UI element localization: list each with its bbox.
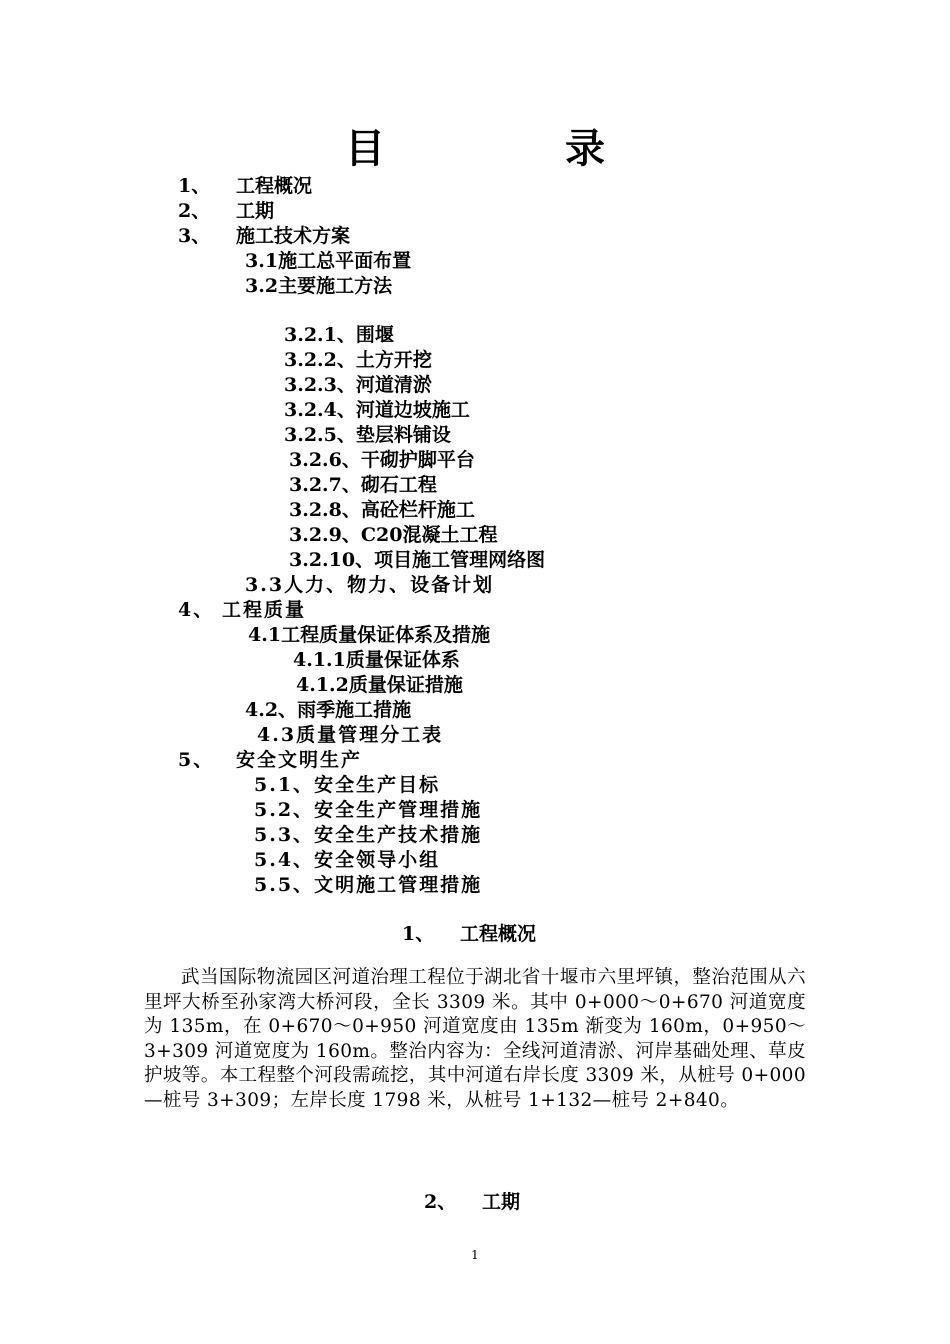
toc-entry-text: 安全生产目标 — [314, 774, 441, 796]
toc-entry[interactable] — [178, 199, 274, 224]
section-title: 工程概况 — [460, 923, 537, 945]
toc-entry-text: 河道清淤 — [355, 374, 432, 396]
toc-entry[interactable] — [254, 773, 440, 798]
toc-entry[interactable] — [254, 798, 482, 823]
toc-entry-number: 3.3 — [245, 574, 285, 596]
toc-entry-text: 工程概况 — [236, 175, 313, 197]
toc-entry[interactable] — [284, 348, 432, 373]
toc-entry[interactable] — [178, 174, 312, 199]
toc-entry-number: 3.2.8、 — [289, 499, 361, 521]
toc-entry[interactable] — [289, 523, 497, 548]
toc-entry-text: 雨季施工措施 — [297, 699, 412, 721]
toc-entry-number: 3.2.2、 — [284, 349, 356, 371]
toc-entry-number: 4.3 — [257, 724, 297, 746]
toc-entry-number: 3.2.4、 — [284, 399, 356, 421]
toc-entry-text: 项目施工管理网络图 — [374, 549, 546, 571]
toc-entry-text: 工程质量保证体系及措施 — [281, 624, 491, 646]
toc-title: 目 录 — [345, 125, 675, 172]
toc-entry[interactable] — [248, 623, 490, 648]
toc-entry[interactable] — [289, 498, 475, 523]
toc-entry-text: 土方开挖 — [355, 349, 432, 371]
toc-entry-text: 砌石工程 — [360, 474, 437, 496]
section-number: 1、 — [402, 923, 435, 945]
toc-entry-number: 5.1、 — [254, 774, 315, 796]
toc-entry-number: 3、 — [178, 225, 211, 247]
section-number: 2、 — [424, 1191, 457, 1213]
toc-entry-text: 质量保证措施 — [348, 674, 463, 696]
toc-entry-text: 河道边坡施工 — [355, 399, 470, 421]
toc-entry[interactable] — [254, 873, 482, 898]
toc-entry[interactable] — [296, 673, 463, 698]
toc-entry-text: 工期 — [236, 200, 275, 222]
toc-entry[interactable] — [254, 823, 482, 848]
toc-entry-number: 4.2、 — [245, 699, 298, 721]
toc-entry[interactable] — [289, 473, 437, 498]
toc-entry-text: 施工总平面布置 — [278, 250, 412, 272]
toc-entry-number: 4.1.1 — [293, 649, 346, 671]
toc-entry-text: 安全生产管理措施 — [314, 799, 483, 821]
toc-entry[interactable] — [178, 224, 350, 249]
toc-entry-number: 5.2、 — [254, 799, 315, 821]
toc-entry[interactable] — [284, 323, 394, 348]
toc-entry-number: 5.5、 — [254, 874, 315, 896]
page-number: 1 — [471, 1248, 479, 1262]
toc-entry-text: 工程质量 — [222, 599, 307, 621]
toc-entry[interactable] — [284, 373, 432, 398]
toc-entry-text: 安全文明生产 — [236, 749, 363, 771]
toc-entry[interactable] — [254, 848, 440, 873]
toc-entry-text: 人力、物力、设备计划 — [284, 574, 495, 596]
toc-entry-number: 3.2.6、 — [289, 449, 361, 471]
toc-entry-number: 3.2 — [245, 275, 279, 297]
toc-entry-number: 5、 — [178, 749, 215, 771]
toc-entry-number: 3.2.7、 — [289, 474, 361, 496]
section-heading — [402, 921, 536, 947]
toc-entry-number: 1、 — [178, 175, 211, 197]
section-body-paragraph: 武当国际物流园区河道治理工程位于湖北省十堰市六里坪镇，整治范围从六里坪大桥至孙家湾大桥河段，全长 3309 米。其中 0+000～0+670 河道宽度为 135m，在 0+670～0+950 河道宽度由 135m 渐变为 160m，0+950～3+309 河道宽度为 160m。整治内容为：全线河道清淤、河岸基础处理、草皮护坡等。本工程整个河段需疏挖，其中河道右岸长度 3309 米，从桩号 0+000—桩号 3+309；左岸长度 1798 米，从桩号 1+132—桩号 2+840。 — [144, 967, 806, 1111]
section-heading — [424, 1189, 520, 1215]
toc-entry[interactable] — [245, 573, 494, 598]
toc-entry-text: 围堰 — [355, 324, 394, 346]
toc-entry[interactable] — [178, 748, 362, 773]
toc-entry-number: 3.1 — [245, 250, 279, 272]
toc-entry-text: C20混凝土工程 — [360, 524, 498, 546]
toc-entry[interactable] — [178, 598, 306, 623]
toc-entry[interactable] — [245, 274, 392, 299]
toc-entry-text: 质量保证体系 — [345, 649, 460, 671]
toc-entry-number: 2、 — [178, 200, 211, 222]
toc-entry-text: 垫层料铺设 — [355, 424, 451, 446]
toc-entry-text: 高砼栏杆施工 — [360, 499, 475, 521]
toc-entry[interactable] — [284, 398, 470, 423]
section-title: 工期 — [482, 1191, 521, 1213]
toc-entry-text: 安全领导小组 — [314, 849, 441, 871]
toc-entry-text: 主要施工方法 — [278, 275, 393, 297]
toc-entry-number: 3.2.9、 — [289, 524, 361, 546]
toc-entry-text: 文明施工管理措施 — [314, 874, 483, 896]
toc-entry-number: 4、 — [178, 599, 215, 621]
toc-entry[interactable] — [257, 723, 443, 748]
toc-entry[interactable] — [293, 648, 460, 673]
toc-entry[interactable] — [284, 423, 451, 448]
toc-entry-text: 安全生产技术措施 — [314, 824, 483, 846]
toc-entry[interactable] — [245, 698, 411, 723]
toc-entry-number: 4.1 — [248, 624, 282, 646]
toc-entry-text: 施工技术方案 — [236, 225, 351, 247]
toc-entry-number: 5.3、 — [254, 824, 315, 846]
toc-entry-number: 4.1.2 — [296, 674, 349, 696]
toc-entry-number: 3.2.1、 — [284, 324, 356, 346]
toc-entry-text: 干砌护脚平台 — [360, 449, 475, 471]
toc-entry[interactable] — [289, 448, 475, 473]
toc-entry[interactable] — [289, 548, 545, 573]
toc-entry[interactable] — [245, 249, 411, 274]
toc-entry-number: 3.2.5、 — [284, 424, 356, 446]
toc-entry-number: 5.4、 — [254, 849, 315, 871]
toc-entry-number: 3.2.3、 — [284, 374, 356, 396]
toc-entry-text: 质量管理分工表 — [296, 724, 444, 746]
toc-entry-number: 3.2.10、 — [289, 549, 375, 571]
